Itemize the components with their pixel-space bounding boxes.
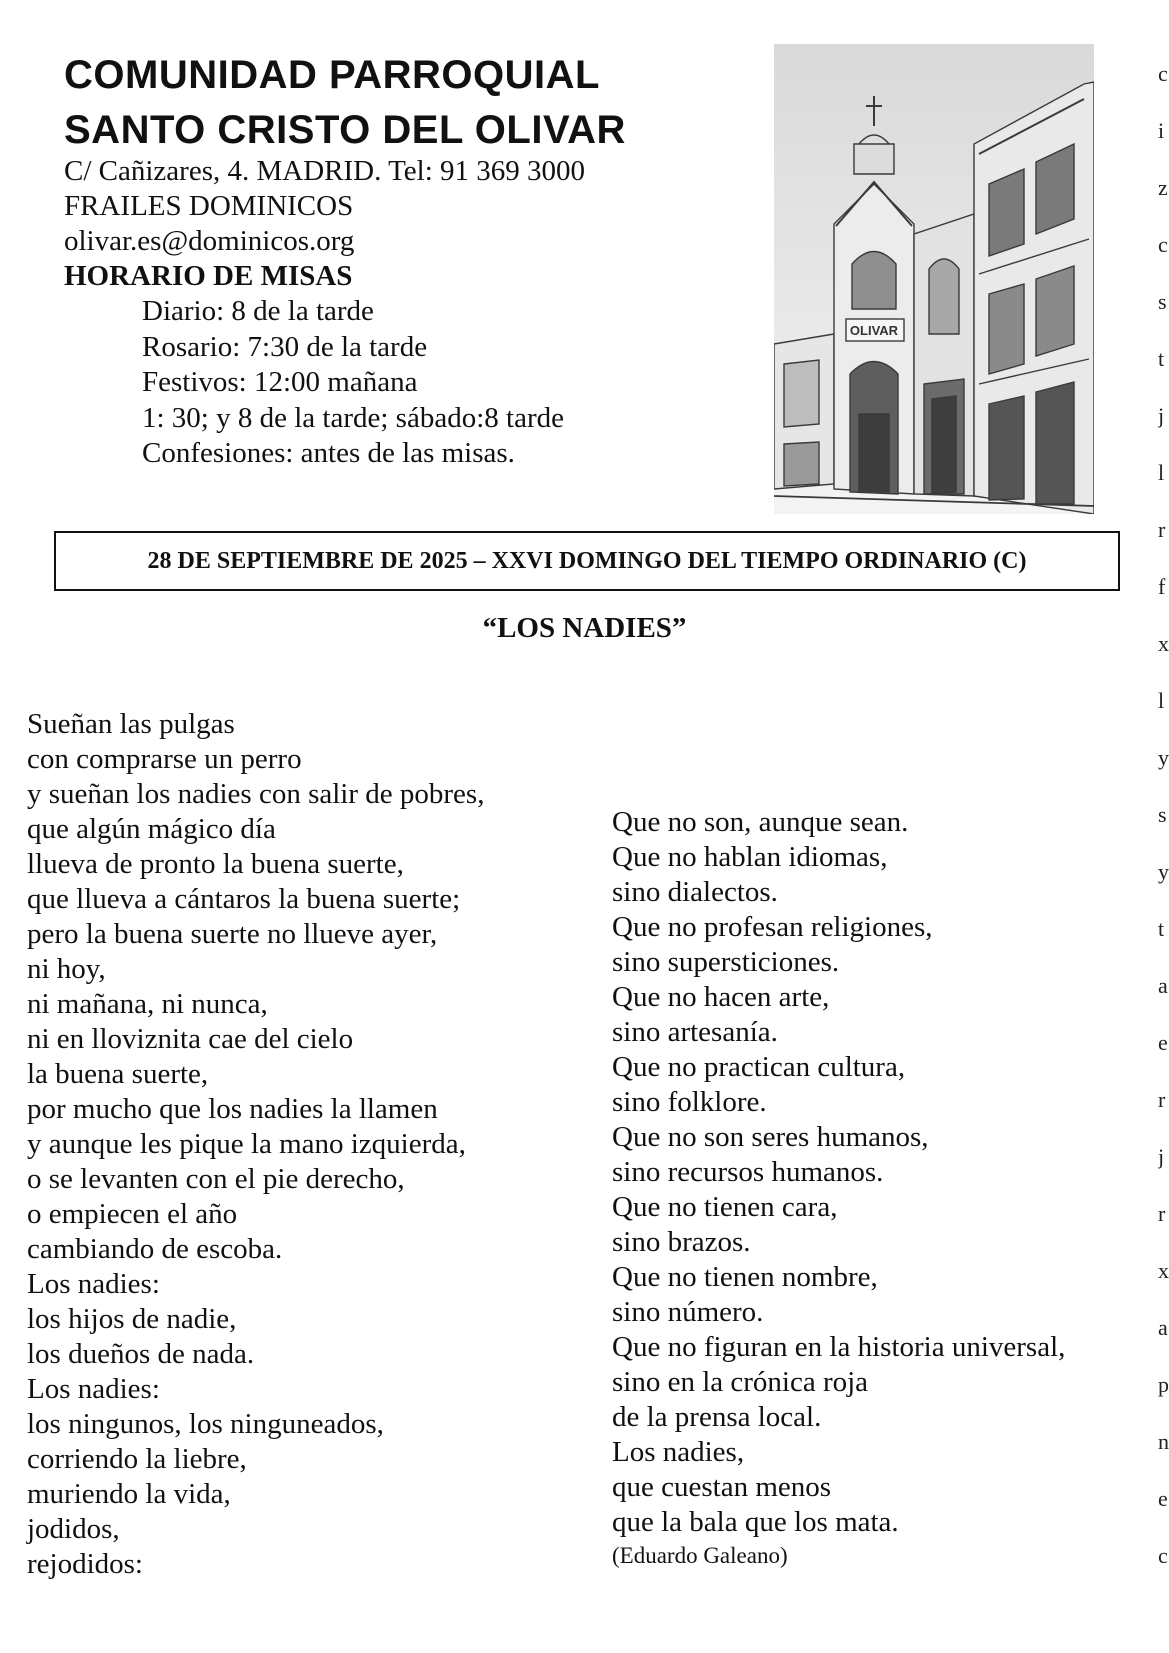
edge-fragment: x: [1158, 1258, 1169, 1283]
poem-line: ni hoy,: [27, 953, 106, 985]
edge-fragment: a: [1158, 973, 1168, 998]
poem-line: Los nadies:: [27, 1373, 160, 1405]
date-banner: 28 DE SEPTIEMBRE DE 2025 – XXVI DOMINGO DEL TIEMPO ORDINARIO (C): [54, 531, 1120, 591]
poem-line: los dueños de nada.: [27, 1338, 255, 1370]
edge-fragment: x: [1158, 631, 1169, 656]
poem-line: sino folklore.: [612, 1086, 767, 1118]
poem-line: la buena suerte,: [27, 1058, 209, 1090]
edge-fragment: n: [1158, 1429, 1169, 1454]
poem-line: o empiecen el año: [27, 1198, 238, 1230]
schedule-line: Festivos: 12:00 mañana: [142, 366, 418, 398]
poem-line: que cuestan menos: [612, 1471, 832, 1503]
edge-fragment: c: [1158, 232, 1168, 257]
edge-fragment: e: [1158, 1486, 1168, 1511]
cropped-adjacent-page-text: [1158, 60, 1169, 1620]
mass-schedule: [64, 294, 585, 472]
edge-fragment: y: [1158, 745, 1169, 770]
poem-line: cambiando de escoba.: [27, 1233, 283, 1265]
poem-line: por mucho que los nadies la llamen: [27, 1093, 438, 1125]
poem-line: sino en la crónica roja: [612, 1366, 869, 1398]
edge-fragment: e: [1158, 1030, 1168, 1055]
poem-line: que algún mágico día: [27, 813, 276, 845]
edge-fragment: r: [1158, 517, 1166, 542]
parish-title-line2: SANTO CRISTO DEL OLIVAR: [64, 108, 626, 152]
poem-line: con comprarse un perro: [27, 743, 302, 775]
poem-line: de la prensa local.: [612, 1401, 822, 1433]
parish-title: [64, 48, 626, 158]
poem-line: y aunque les pique la mano izquierda,: [27, 1128, 466, 1160]
edge-fragment: i: [1158, 118, 1165, 143]
edge-fragment: y: [1158, 859, 1169, 884]
poem-right-column: [612, 805, 1065, 1572]
edge-fragment: s: [1158, 802, 1167, 827]
schedule-line: Confesiones: antes de las misas.: [142, 437, 515, 469]
poem-line: Los nadies:: [27, 1268, 160, 1300]
poem-line: sino artesanía.: [612, 1016, 778, 1048]
poem-line: Que no practican cultura,: [612, 1051, 906, 1083]
poem-line: rejodidos:: [27, 1548, 143, 1580]
poem-line: jodidos,: [27, 1513, 120, 1545]
poem-line: los ningunos, los ninguneados,: [27, 1408, 384, 1440]
poem-line: sino número.: [612, 1296, 764, 1328]
mass-schedule-title: HORARIO DE MISAS: [64, 260, 353, 292]
poem-line: y sueñan los nadies con salir de pobres,: [27, 778, 485, 810]
poem-line: sino brazos.: [612, 1226, 751, 1258]
poem-line: Que no hablan idiomas,: [612, 841, 888, 873]
edge-fragment: c: [1158, 61, 1168, 86]
address: C/ Cañizares, 4. MADRID. Tel: 91 369 3000: [64, 155, 585, 187]
edge-fragment: l: [1158, 688, 1165, 713]
poem-author: (Eduardo Galeano): [612, 1543, 788, 1568]
edge-fragment: r: [1158, 1087, 1166, 1112]
edge-fragment: f: [1158, 574, 1166, 599]
schedule-line: 1: 30; y 8 de la tarde; sábado:8 tarde: [142, 401, 564, 434]
poem-line: Que no hacen arte,: [612, 981, 830, 1013]
poem-line: corriendo la liebre,: [27, 1443, 247, 1475]
poem-line: Sueñan las pulgas: [27, 708, 235, 740]
edge-fragment: c: [1158, 1543, 1168, 1568]
poem-line: sino recursos humanos.: [612, 1156, 884, 1188]
edge-fragment: r: [1158, 1201, 1166, 1226]
church-illustration: [774, 44, 1094, 514]
poem-line: ni en lloviznita cae del cielo: [27, 1023, 354, 1055]
edge-fragment: t: [1158, 346, 1165, 371]
parish-title-line1: COMUNIDAD PARROQUIAL: [64, 53, 600, 97]
poem-line: sino dialectos.: [612, 876, 778, 908]
poem-line: pero la buena suerte no llueve ayer,: [27, 918, 438, 950]
poem-line: ni mañana, ni nunca,: [27, 988, 268, 1020]
poem-line: muriendo la vida,: [27, 1478, 231, 1510]
church-sign-text: OLIVAR: [849, 323, 899, 338]
poem-line: Que no son seres humanos,: [612, 1121, 929, 1153]
schedule-line: Diario: 8 de la tarde: [142, 295, 374, 327]
poem-line: que la bala que los mata.: [612, 1506, 899, 1538]
edge-fragment: j: [1158, 1144, 1165, 1169]
edge-fragment: a: [1158, 1315, 1168, 1340]
edge-fragment: p: [1158, 1372, 1169, 1397]
edge-fragment: l: [1158, 460, 1165, 485]
poem-line: Que no son, aunque sean.: [612, 806, 909, 838]
poem-line: Que no figuran en la historia universal,: [612, 1331, 1066, 1363]
poem-line: los hijos de nadie,: [27, 1303, 237, 1335]
poem-line: Que no tienen nombre,: [612, 1261, 878, 1293]
edge-fragment: s: [1158, 289, 1167, 314]
poem-line: llueva de pronto la buena suerte,: [27, 848, 404, 880]
poem-line: que llueva a cántaros la buena suerte;: [27, 883, 461, 915]
poem-line: Que no profesan religiones,: [612, 911, 933, 943]
edge-fragment: t: [1158, 916, 1165, 941]
poem-line: Los nadies,: [612, 1436, 745, 1468]
poem-line: o se levanten con el pie derecho,: [27, 1163, 405, 1195]
edge-fragment: z: [1158, 175, 1168, 200]
schedule-line: Rosario: 7:30 de la tarde: [142, 330, 428, 363]
poem-title: “LOS NADIES”: [482, 612, 687, 644]
poem-line: sino supersticiones.: [612, 946, 840, 978]
email: olivar.es@dominicos.org: [64, 225, 355, 257]
order-name: FRAILES DOMINICOS: [64, 190, 354, 222]
poem-line: Que no tienen cara,: [612, 1191, 838, 1223]
parish-info: [64, 154, 585, 472]
edge-fragment: j: [1158, 403, 1165, 428]
poem-left-column: [27, 707, 484, 1582]
